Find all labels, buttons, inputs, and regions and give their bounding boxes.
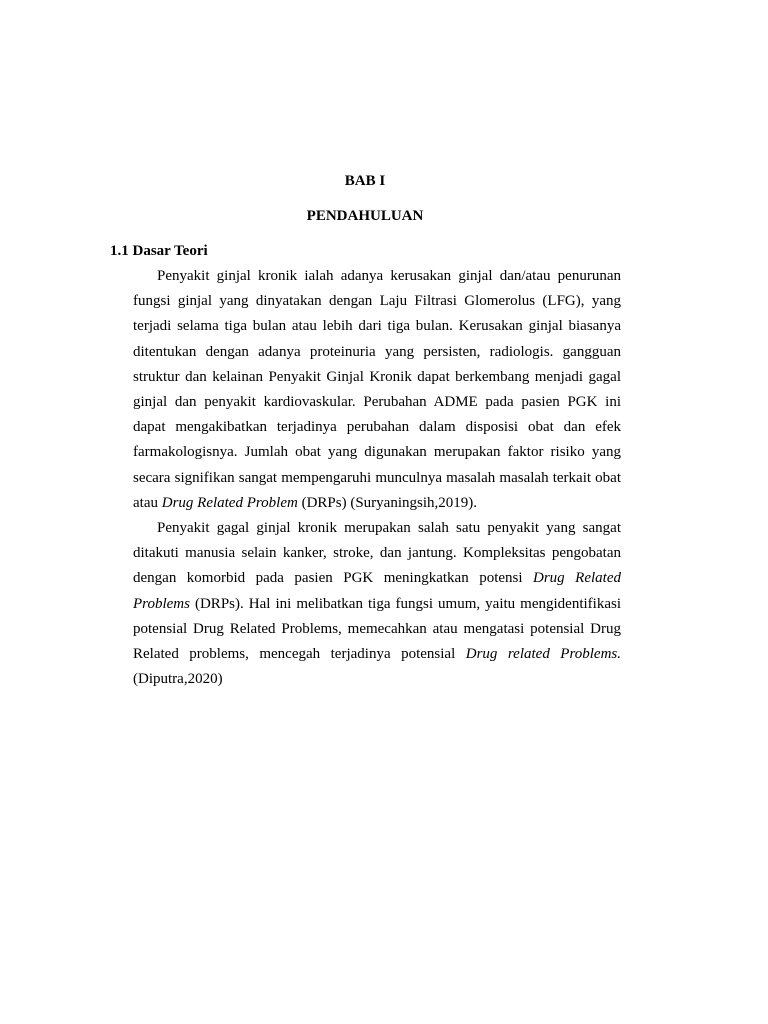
paragraph-text: Penyakit ginjal kronik ialah adanya kerusakan ginjal dan/atau penurunan fungsi ginjal yang dinyatakan dengan Laju Filtrasi Glomerolus (LFG), yang terjadi selama tiga bulan atau lebih dari tiga bulan. Kerusakan ginjal biasanya ditentukan dengan adanya proteinuria yang persisten, radiologis. gangguan struktur dan kelainan Penyakit Ginjal Kronik dapat berkembang menjadi gagal ginjal dan penyakit kardiovaskular. Perubahan ADME pada pasien PGK ini dapat mengakibatkan terjadinya perubahan dalam disposisi obat dan efek farmakologisnya. Jumlah obat yang digunakan merupakan faktor risiko yang secara signifikan sangat mempengaruhi munculnya masalah masalah terkait obat atau bbox=[133, 268, 621, 511]
paragraph bbox=[133, 264, 621, 516]
chapter-title: PENDAHULUAN bbox=[306, 208, 424, 224]
paragraph-text: (DRPs) (Suryaningsih,2019). bbox=[297, 494, 477, 511]
paragraph-text: (Diputra,2020) bbox=[133, 671, 223, 688]
italic-term: Drug Related Problem bbox=[161, 494, 298, 511]
italic-term: Drug related Problems. bbox=[465, 646, 621, 663]
paragraph-text: Penyakit gagal ginjal kronik merupakan salah satu penyakit yang sangat ditakuti manusia selain kanker, stroke, dan jantung. Kompleksitas pengobatan dengan komorbid pada pasien PGK meningkatkan potensi bbox=[133, 520, 621, 587]
paragraph bbox=[133, 516, 621, 692]
body-text bbox=[133, 264, 621, 692]
italic-term: Drug Related Problems bbox=[133, 570, 621, 612]
section-heading: 1.1 Dasar Teori bbox=[110, 243, 208, 259]
chapter-number: BAB I bbox=[344, 173, 386, 189]
paragraph-text: (DRPs). Hal ini melibatkan tiga fungsi umum, yaitu mengidentifikasi potensial Drug Related Problems, memecahkan atau mengatasi potensial Drug Related problems, mencegah terjadinya potensial bbox=[133, 595, 621, 663]
